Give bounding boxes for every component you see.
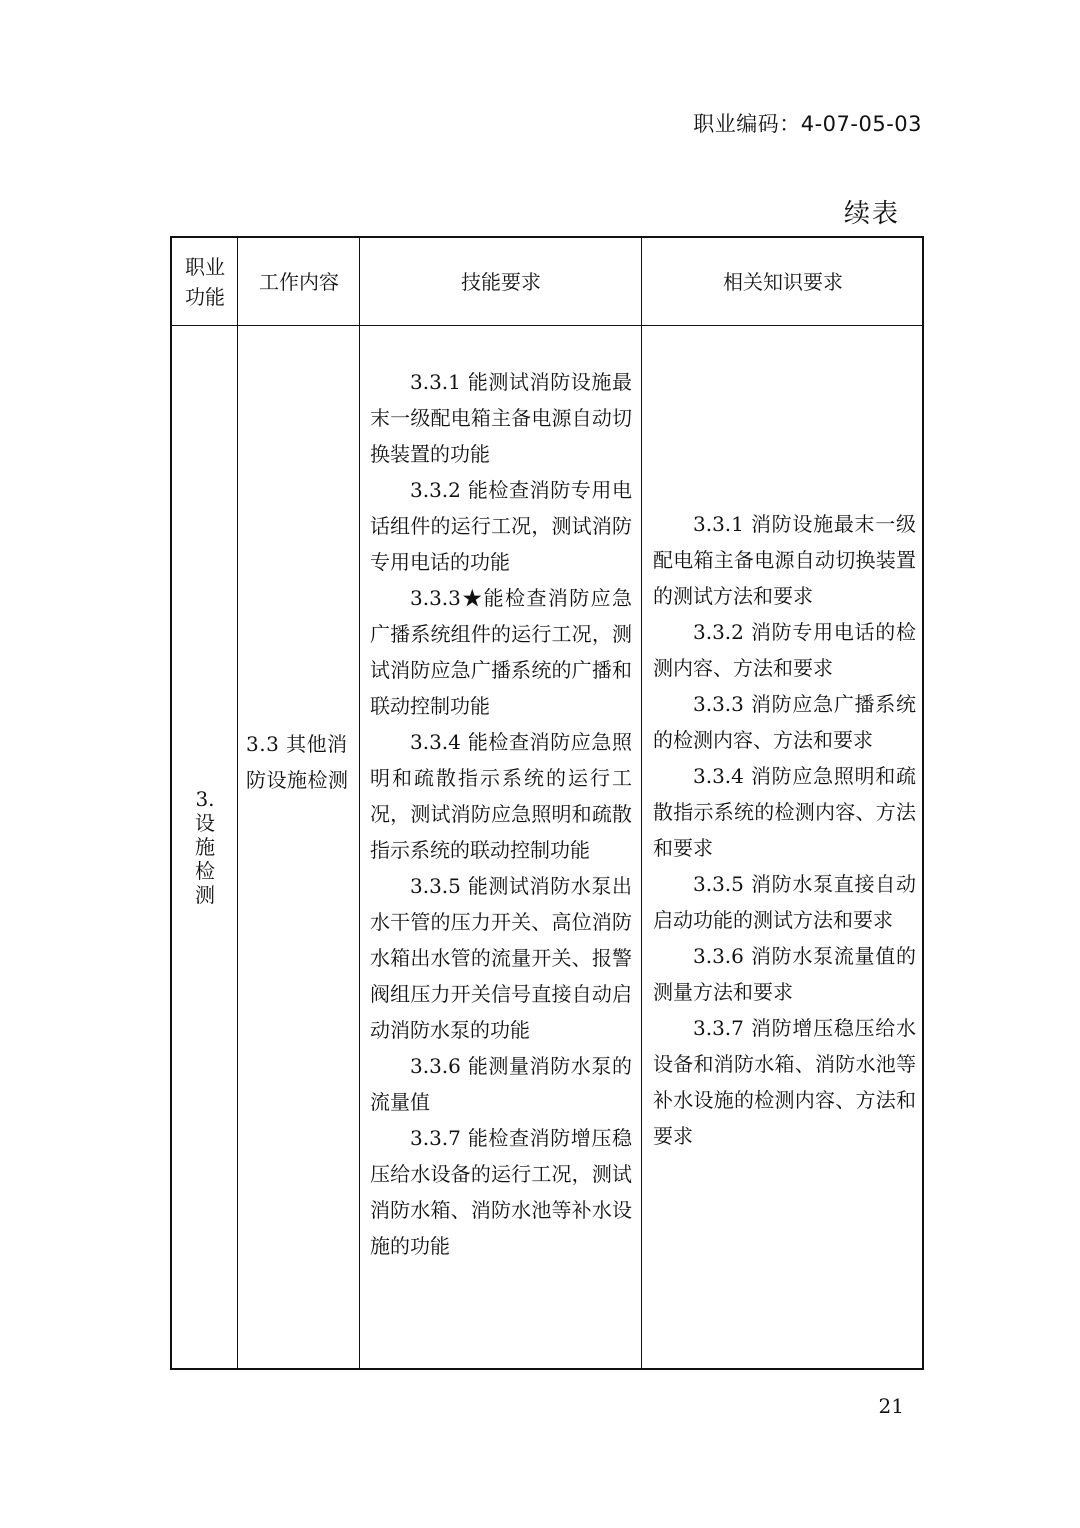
header-skills: 技能要求	[461, 269, 541, 294]
standards-table	[170, 236, 924, 1370]
knowledge-item: 3.3.4 消防应急照明和疏散指示系统的检测内容、方法和要求	[653, 764, 916, 860]
header-work-content: 工作内容	[259, 269, 339, 294]
skill-item: 3.3.5 能测试消防水泵出水干管的压力开关、高位消防水箱出水管的流量开关、报警阀组压力开关信号直接自动启动消防水泵的功能	[370, 874, 632, 1042]
skill-item: 3.3.3★能检查消防应急广播系统组件的运行工况，测试消防应急广播系统的广播和联动控制功能	[370, 586, 632, 718]
occupation-code: 职业编码：4-07-05-03	[693, 112, 922, 136]
skills-cell	[370, 364, 632, 1264]
skill-item: 3.3.7 能检查消防增压稳压给水设备的运行工况，测试消防水箱、消防水池等补水设施的功能	[370, 1126, 632, 1258]
page-number: 21	[878, 1394, 904, 1418]
skill-item: 3.3.1 能测试消防设施最末一级配电箱主备电源自动切换装置的功能	[370, 370, 632, 466]
column-divider	[359, 238, 360, 1368]
skill-item: 3.3.6 能测量消防水泵的流量值	[370, 1054, 632, 1114]
header-knowledge: 相关知识要求	[723, 269, 843, 294]
work-content-cell: 3.3 其他消防设施检测	[246, 732, 349, 792]
skill-item: 3.3.2 能检查消防专用电话组件的运行工况，测试消防专用电话的功能	[370, 478, 632, 574]
continued-label: 续表	[843, 199, 900, 229]
knowledge-item: 3.3.2 消防专用电话的检测内容、方法和要求	[653, 620, 916, 680]
knowledge-cell	[653, 506, 916, 1154]
column-divider	[641, 238, 642, 1368]
knowledge-item: 3.3.3 消防应急广播系统的检测内容、方法和要求	[653, 692, 916, 752]
header-divider	[172, 325, 922, 326]
function-cell: 3.设施检测	[195, 787, 215, 907]
knowledge-item: 3.3.6 消防水泵流量值的测量方法和要求	[653, 944, 916, 1004]
knowledge-item: 3.3.5 消防水泵直接自动启动功能的测试方法和要求	[653, 872, 916, 932]
knowledge-item: 3.3.1 消防设施最末一级配电箱主备电源自动切换装置的测试方法和要求	[653, 512, 916, 608]
knowledge-item: 3.3.7 消防增压稳压给水设备和消防水箱、消防水池等补水设施的检测内容、方法和要求	[653, 1016, 916, 1148]
header-function: 职业功能	[185, 254, 225, 309]
skill-item: 3.3.4 能检查消防应急照明和疏散指示系统的运行工况，测试消防应急照明和疏散指示系统的联动控制功能	[370, 730, 632, 862]
